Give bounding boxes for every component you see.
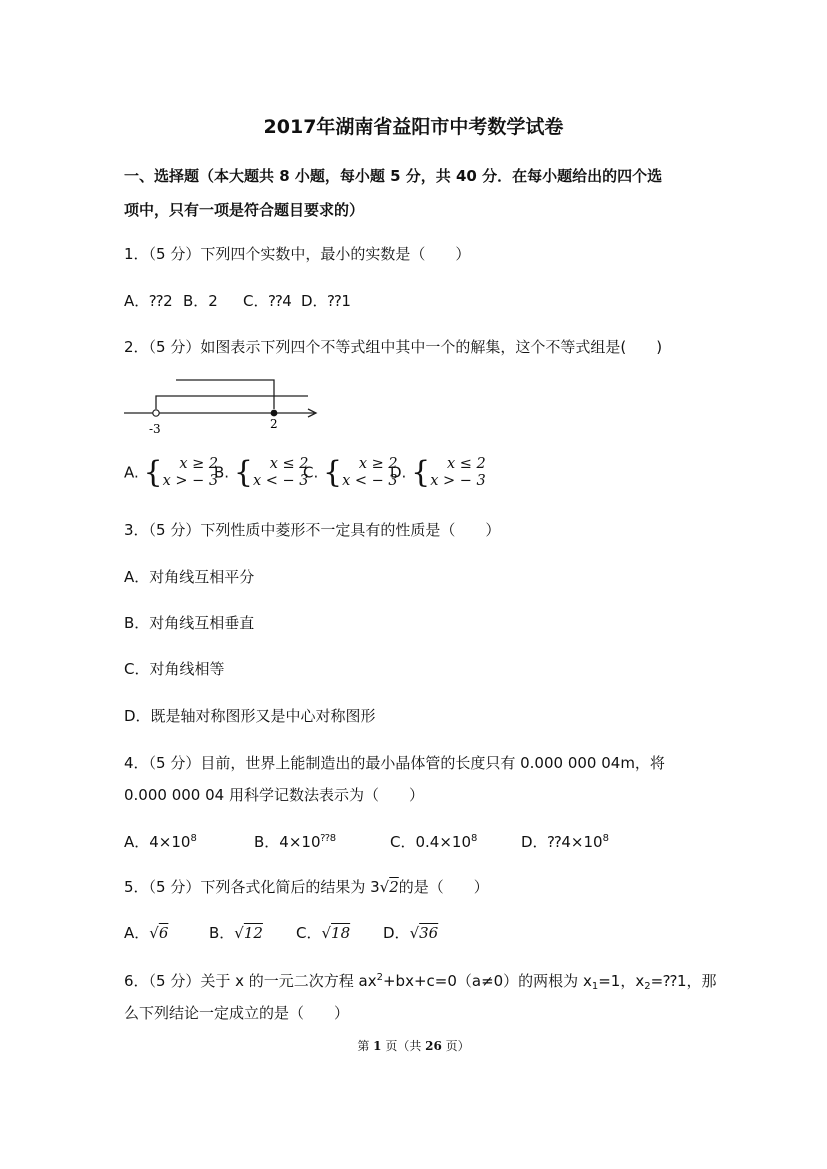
q5-option-c [296,922,350,943]
q5-b-radicand: 12 [243,924,263,942]
question-5-stem [124,876,489,897]
q2-option-a [124,456,218,490]
brace-icon: { [143,455,163,490]
q4-option-d [521,831,609,852]
q5-option-b [209,922,263,943]
q5-c-label: C． [296,924,322,942]
q4-option-b [254,831,336,852]
q2-a-bottom: x > − 3 [162,473,219,489]
q6-subscript-2: 2 [644,981,651,992]
q1-option-c: C．⁇4 [243,292,292,310]
q5-c-radicand: 18 [331,924,351,942]
solution-ray-left [176,380,274,409]
q5-stem-radicand: 2 [389,878,399,896]
q4-b-base: B．4×10 [254,833,321,851]
open-circle-marker [153,410,159,416]
tick-label-left: -3 [149,422,161,436]
q2-option-d-label: D. [390,463,407,482]
q5-b-label: B． [209,924,235,942]
q4-c-base: C．0.4×10 [390,833,471,851]
page-title: 2017年湖南省益阳市中考数学试卷 [263,116,564,138]
q5-d-radicand: 36 [419,924,439,942]
brace-icon: { [233,455,253,490]
question-4-line1: 4．（5 分）目前，世界上能制造出的最小晶体管的长度只有 0.000 000 04m，将 [124,754,665,772]
q5-d-label: D． [383,924,410,942]
q2-option-b-label: B. [214,463,230,482]
sqrt-icon: √ [379,878,390,896]
q2-option-b [214,456,308,490]
q1-option-d: D．⁇1 [301,292,351,310]
q4-a-base: A．4×10 [124,833,191,851]
q5-stem-pre: 5．（5 分）下列各式化简后的结果为 3 [124,878,380,896]
sqrt-icon: √ [149,924,159,942]
footer-post: 页） [441,1039,470,1053]
question-2-stem: 2．（5 分）如图表示下列四个不等式组中其中一个的解集，这个不等式组是( ) [124,338,663,356]
q6-part4: =⁇1，那 [650,972,717,990]
section-heading-line2: 项中，只有一项是符合题目要求的） [124,201,365,219]
page-footer [0,1037,827,1054]
solution-ray-right [156,396,308,409]
q5-a-label: A． [124,924,150,942]
q2-c-top: x ≥ 2 [358,456,398,472]
footer-mid: 页（共 [381,1039,426,1053]
brace-icon: { [411,455,431,490]
brace-icon: { [323,455,343,490]
q6-subscript-1: 1 [591,981,599,992]
q4-a-exp: 8 [190,833,197,844]
q4-c-exp: 8 [470,833,478,844]
q2-option-d [390,456,486,490]
q6-exponent: 2 [376,972,383,983]
q2-d-top: x ≤ 2 [446,456,486,472]
q2-option-a-label: A. [124,463,139,482]
q6-part2: +bx+c=0（a≠0）的两根为 x [382,972,592,990]
q3-option-c: C．对角线相等 [124,660,225,678]
number-line-figure [120,372,330,438]
sqrt-icon: √ [409,924,420,942]
section-heading-line1: 一、选择题（本大题共 8 小题，每小题 5 分，共 40 分．在每小题给出的四个选 [124,167,663,185]
question-1-stem: 1．（5 分）下列四个实数中，最小的实数是（ ） [124,245,471,263]
tick-label-right: 2 [270,417,278,431]
q3-option-a: A．对角线互相平分 [124,568,255,586]
q6-part3: =1，x [598,972,645,990]
footer-total-pages: 26 [425,1039,442,1053]
question-4-line2: 0.000 000 04 用科学记数法表示为（ ） [124,786,424,804]
closed-circle-marker [271,410,278,417]
q3-option-d: D．既是轴对称图形又是中心对称图形 [124,707,376,725]
q6-part1: 6．（5 分）关于 x 的一元二次方程 ax [124,972,377,990]
q5-stem-post: 的是（ ） [398,878,489,896]
question-6-line1 [124,970,717,992]
q3-option-b: B．对角线互相垂直 [124,614,255,632]
q2-option-c [303,456,398,490]
q2-d-bottom: x > − 3 [430,473,486,489]
q5-a-radicand: 6 [158,924,169,942]
q2-option-c-label: C. [303,463,319,482]
q5-option-d [383,922,438,943]
q2-b-top: x ≤ 2 [269,456,309,472]
q2-c-bottom: x < − 3 [342,473,398,489]
question-3-stem: 3．（5 分）下列性质中菱形不一定具有的性质是（ ） [124,521,501,539]
q2-a-top: x ≥ 2 [179,456,219,472]
q5-option-a [124,922,168,943]
q4-b-exp: ⁇8 [320,833,337,844]
q2-b-bottom: x < − 3 [252,473,309,489]
q1-option-b: B．2 [183,292,218,310]
sqrt-icon: √ [321,924,332,942]
q4-option-a [124,831,197,852]
q1-option-a: A．⁇2 [124,292,173,310]
q4-d-exp: 8 [602,833,609,844]
sqrt-icon: √ [234,924,244,942]
q4-option-c [390,831,477,852]
question-6-line2: 么下列结论一定成立的是（ ） [124,1004,350,1022]
footer-pre: 第 [357,1039,374,1053]
q4-d-base: D．⁇4×10 [521,833,603,851]
footer-page-number: 1 [373,1039,382,1053]
